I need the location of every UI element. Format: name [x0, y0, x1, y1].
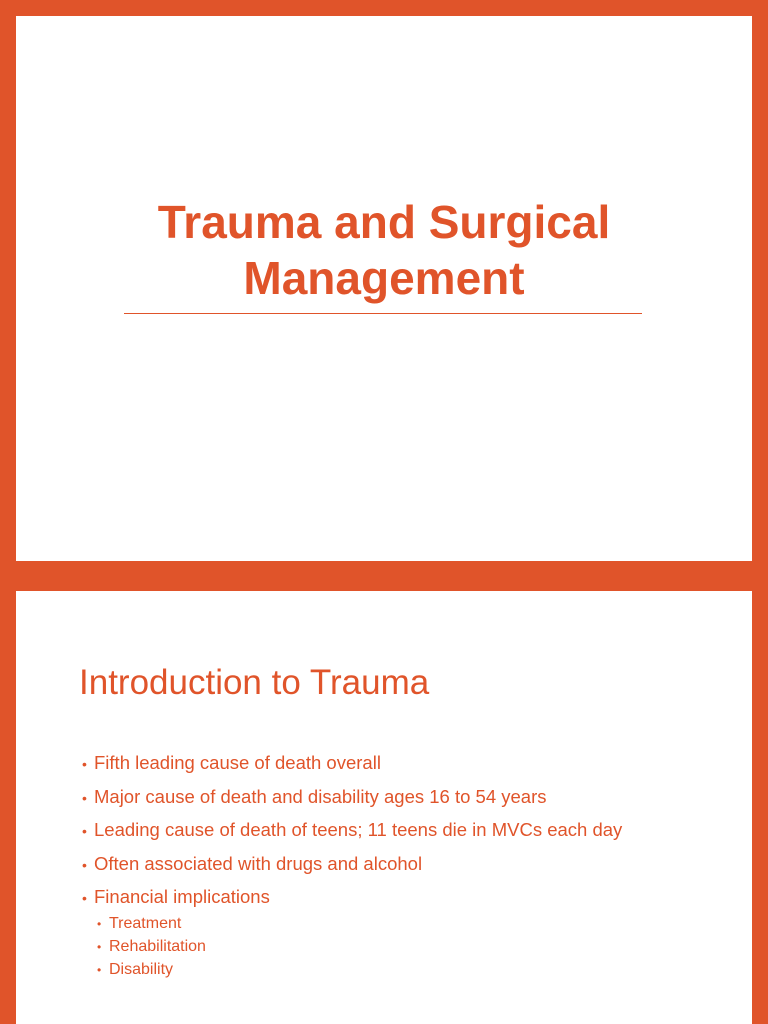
bullet-icon: • — [82, 756, 87, 772]
sub-list-item — [97, 935, 206, 958]
bullet-icon: • — [82, 890, 87, 906]
bullet-text: Major cause of death and disability ages 16 to 54 years — [94, 785, 547, 807]
bullet-icon: • — [82, 856, 87, 873]
sub-bullet-list — [97, 912, 206, 981]
sub-bullet-text: Rehabilitation — [109, 938, 206, 955]
bullet-icon: • — [82, 789, 87, 806]
section-heading: Introduction to Trauma — [79, 663, 430, 702]
bullet-icon: • — [97, 963, 102, 977]
sub-list-item — [97, 958, 206, 981]
list-item — [82, 818, 622, 842]
title-divider — [124, 313, 642, 314]
list-item — [82, 885, 622, 909]
slide-title — [16, 194, 752, 306]
bullet-icon: • — [97, 940, 102, 954]
sub-bullet-text: Disability — [109, 961, 174, 978]
bullet-text: Leading cause of death of teens; 11 teens die in MVCs each day — [94, 819, 623, 840]
list-item — [82, 785, 622, 809]
sub-bullet-text: Treatment — [109, 915, 182, 932]
sub-list-item — [97, 912, 206, 935]
bullet-text: Financial implications — [94, 886, 270, 907]
bullet-text: Often associated with drugs and alcohol — [94, 852, 423, 874]
list-item — [82, 751, 622, 775]
title-slide — [16, 16, 752, 561]
slide-title-line-1: Trauma and Surgical — [157, 196, 611, 248]
bullet-icon: • — [82, 823, 87, 839]
bullet-icon: • — [97, 917, 102, 931]
bullet-text: Fifth leading cause of death overall — [94, 752, 381, 773]
slide-title-line-2: Management — [243, 252, 525, 304]
bullet-list — [82, 751, 622, 919]
content-slide — [16, 591, 752, 1024]
list-item — [82, 852, 622, 876]
